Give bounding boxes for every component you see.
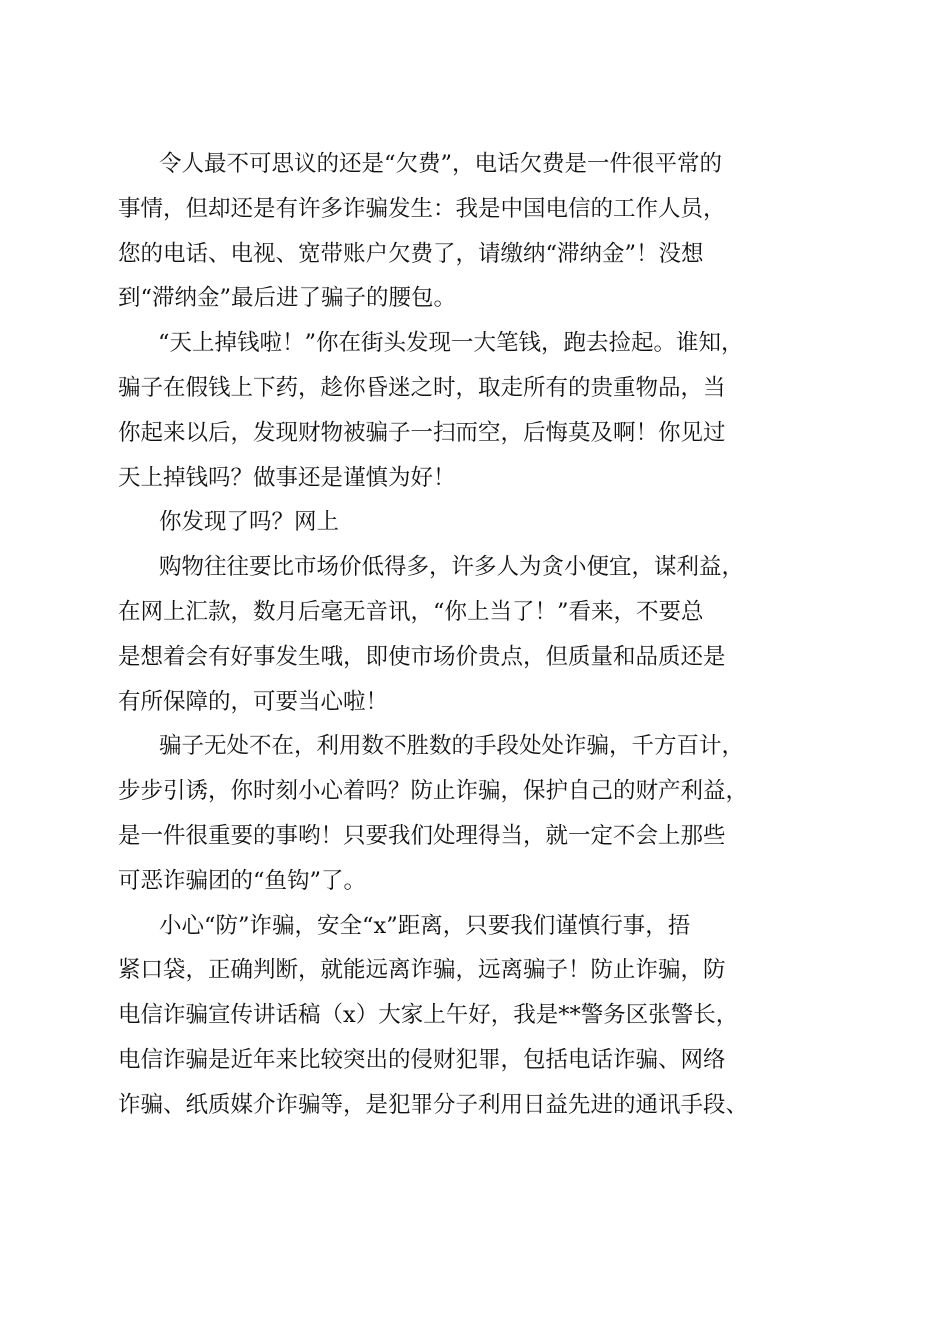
text-line: 您的电话、电视、宽带账户欠费了，请缴纳“滞纳金”！没想 [118, 240, 704, 267]
text-line: 到“滞纳金”最后进了骗子的腰包。 [118, 285, 457, 312]
text-line: 骗子在假钱上下药，趁你昏迷之时，取走所有的贵重物品，当 [118, 374, 726, 401]
text-line: 在网上汇款，数月后毫无音讯，“你上当了！”看来，不要总 [118, 598, 704, 625]
text-line: 电信诈骗宣传讲话稿（x）大家上午好，我是**警务区张警长， [118, 1002, 739, 1029]
text-line: “天上掉钱啦！”你在街头发现一大笔钱，跑去捡起。谁知， [158, 330, 744, 357]
text-line: 骗子无处不在，利用数不胜数的手段处处诈骗，千方百计， [159, 733, 745, 760]
text-line: 是一件很重要的事哟！只要我们处理得当，就一定不会上那些 [118, 822, 726, 849]
text-line: 有所保障的，可要当心啦！ [118, 688, 389, 715]
text-line: 购物往往要比市场价低得多，许多人为贪小便宜，谋利益， [159, 554, 745, 581]
text-line: 紧口袋，正确判断，就能远离诈骗，远离骗子！防止诈骗，防 [118, 957, 726, 984]
text-line: 小心“防”诈骗，安全“x”距离，只要我们谨慎行事，捂 [159, 912, 691, 939]
text-line: 天上掉钱吗？做事还是谨慎为好！ [118, 464, 456, 491]
text-line: 诈骗、纸质媒介诈骗等，是犯罪分子利用日益先进的通讯手段、 [118, 1091, 749, 1118]
text-line: 电信诈骗是近年来比较突出的侵财犯罪，包括电话诈骗、网络 [118, 1046, 726, 1073]
text-line: 你起来以后，发现财物被骗子一扫而空，后悔莫及啊！你见过 [118, 419, 726, 446]
text-line: 是想着会有好事发生哦，即使市场价贵点，但质量和品质还是 [118, 643, 726, 670]
text-line: 事情，但却还是有许多诈骗发生：我是中国电信的工作人员， [118, 195, 726, 222]
text-line: 可恶诈骗团的“鱼钩”了。 [118, 867, 367, 894]
document-body [118, 142, 838, 1128]
text-line: 你发现了吗？网上 [159, 509, 340, 536]
text-line: 令人最不可思议的还是“欠费”，电话欠费是一件很平常的 [159, 151, 723, 177]
text-line: 步步引诱，你时刻小心着吗？防止诈骗，保护自己的财产利益， [118, 778, 749, 805]
